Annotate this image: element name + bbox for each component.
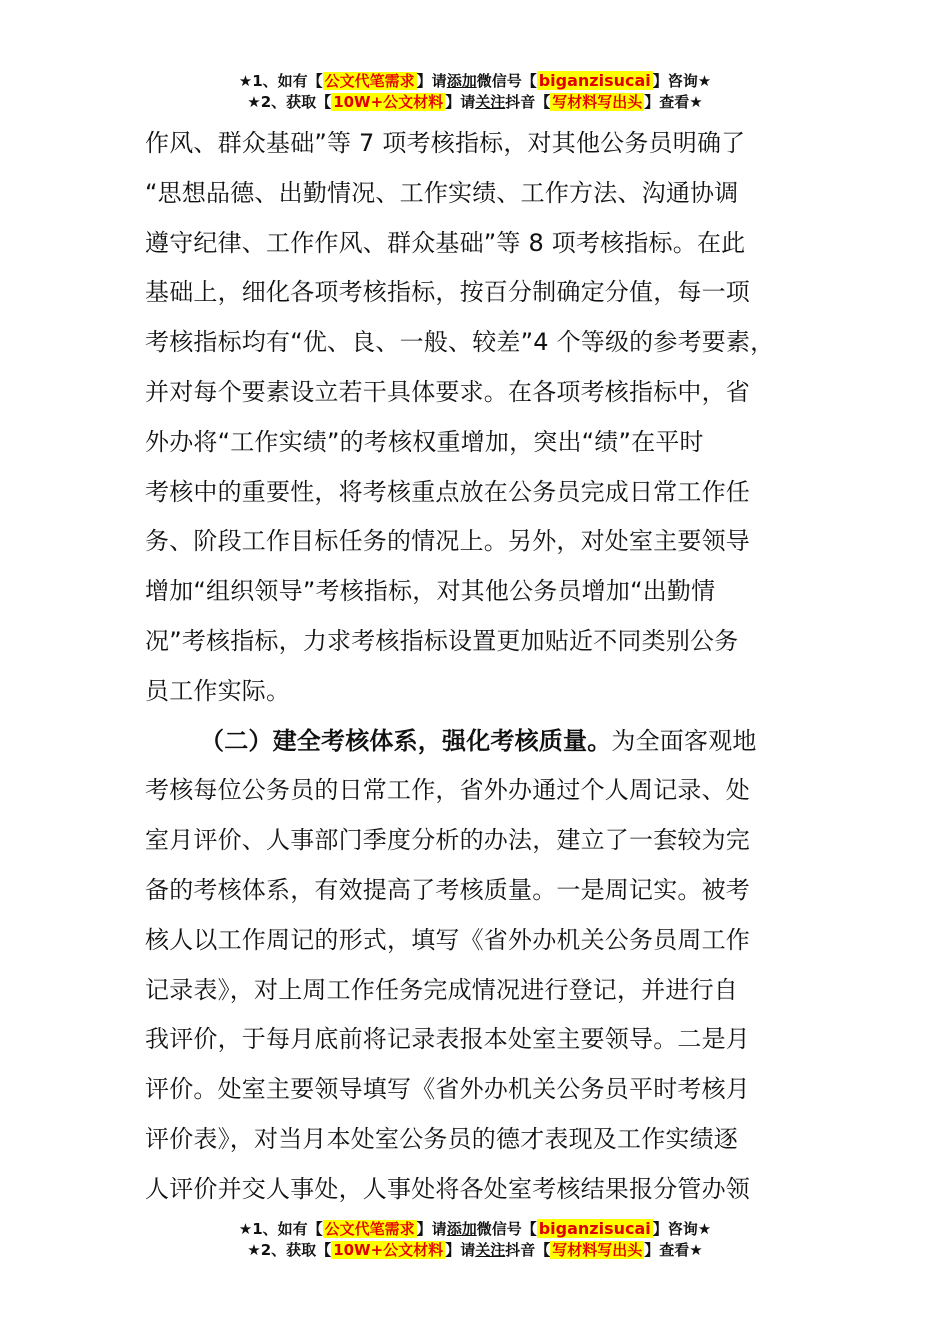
body-text-span: 为全面客观地 [611, 726, 757, 755]
body-line: 基础上，细化各项考核指标，按百分制确定分值，每一项 [145, 278, 750, 307]
banner-underlined-text: 关注 [475, 1241, 506, 1259]
body-line: 核人以工作周记的形式，填写《省外办机关公务员周工作 [145, 925, 750, 954]
banner-text: ★1、如有【 [238, 72, 323, 90]
banner-text: 微信号【 [476, 72, 537, 90]
document-body [145, 119, 835, 1215]
bottom-banner [0, 1218, 950, 1261]
body-line: 室月评价、人事部门季度分析的办法，建立了一套较为完 [145, 826, 750, 855]
body-line: 外办将“工作实绩”的考核权重增加，突出“绩”在平时 [145, 427, 704, 456]
banner-highlight: 公文代笔需求 [324, 72, 415, 90]
banner-text: 抖音【 [505, 1241, 551, 1259]
banner-text: 微信号【 [476, 1220, 537, 1238]
banner-highlight: 公文代笔需求 [324, 1220, 415, 1238]
banner-douyin-id: 写材料写出头 [552, 93, 643, 111]
body-line: 并对每个要素设立若干具体要求。在各项考核指标中，省 [145, 377, 750, 406]
body-line: 员工作实际。 [145, 676, 291, 705]
body-line: 增加“组织领导”考核指标，对其他公务员增加“出勤情 [145, 577, 716, 606]
top-banner [0, 70, 950, 113]
body-line: “思想品德、出勤情况、工作实绩、工作方法、沟通协调 [145, 178, 739, 207]
banner-text: 】请 [445, 93, 476, 111]
body-line: 人评价并交人事处，人事处将各处室考核结果报分管办领 [145, 1174, 750, 1203]
banner-text: 】请 [445, 1241, 476, 1259]
banner-text: 】咨询★ [652, 72, 712, 90]
banner-text: 】咨询★ [652, 1220, 712, 1238]
banner-highlight: 10W+公文材料 [333, 1241, 444, 1259]
body-line: 评价表》，对当月本处室公务员的德才表现及工作实绩逐 [145, 1124, 738, 1153]
banner-text: 抖音【 [505, 93, 551, 111]
body-line: 考核每位公务员的日常工作，省外办通过个人周记录、处 [145, 776, 750, 805]
banner-text: 】请 [416, 72, 447, 90]
banner-underlined-text: 添加 [446, 1220, 477, 1238]
banner-wechat-id: biganzisucai [538, 1219, 651, 1238]
body-line: 考核指标均有“优、良、一般、较差”4 个等级的参考要素， [145, 328, 775, 357]
section-heading-line [145, 717, 835, 767]
body-line: 记录表》，对上周工作任务完成情况进行登记，并进行自 [145, 975, 738, 1004]
banner-douyin-id: 写材料写出头 [552, 1241, 643, 1259]
body-line: 评价。处室主要领导填写《省外办机关公务员平时考核月 [145, 1075, 750, 1104]
body-line: 况”考核指标，力求考核指标设置更加贴近不同类别公务 [145, 626, 739, 655]
banner-line-1 [0, 1218, 950, 1240]
banner-text: 】查看★ [644, 1241, 703, 1259]
banner-underlined-text: 添加 [446, 72, 477, 90]
banner-wechat-id: biganzisucai [538, 71, 651, 90]
section-heading: （二）建全考核体系，强化考核质量。 [200, 726, 612, 755]
body-line: 作风、群众基础”等 7 项考核指标，对其他公务员明确了 [145, 129, 746, 157]
body-line: 遵守纪律、工作作风、群众基础”等 8 项考核指标。在此 [145, 228, 746, 257]
banner-line-2 [0, 1240, 950, 1261]
banner-text: 】请 [416, 1220, 447, 1238]
banner-text: 】查看★ [644, 93, 703, 111]
body-line: 考核中的重要性，将考核重点放在公务员完成日常工作任 [145, 477, 750, 506]
banner-text: ★2、获取【 [247, 1241, 332, 1259]
banner-underlined-text: 关注 [475, 93, 506, 111]
banner-line-2 [0, 92, 950, 113]
body-line: 务、阶段工作目标任务的情况上。另外，对处室主要领导 [145, 527, 750, 556]
banner-text: ★1、如有【 [238, 1220, 323, 1238]
banner-highlight: 10W+公文材料 [333, 93, 444, 111]
body-line: 我评价，于每月底前将记录表报本处室主要领导。二是月 [145, 1025, 750, 1054]
banner-line-1 [0, 70, 950, 92]
body-line: 备的考核体系，有效提高了考核质量。一是周记实。被考 [145, 875, 750, 904]
banner-text: ★2、获取【 [247, 93, 332, 111]
